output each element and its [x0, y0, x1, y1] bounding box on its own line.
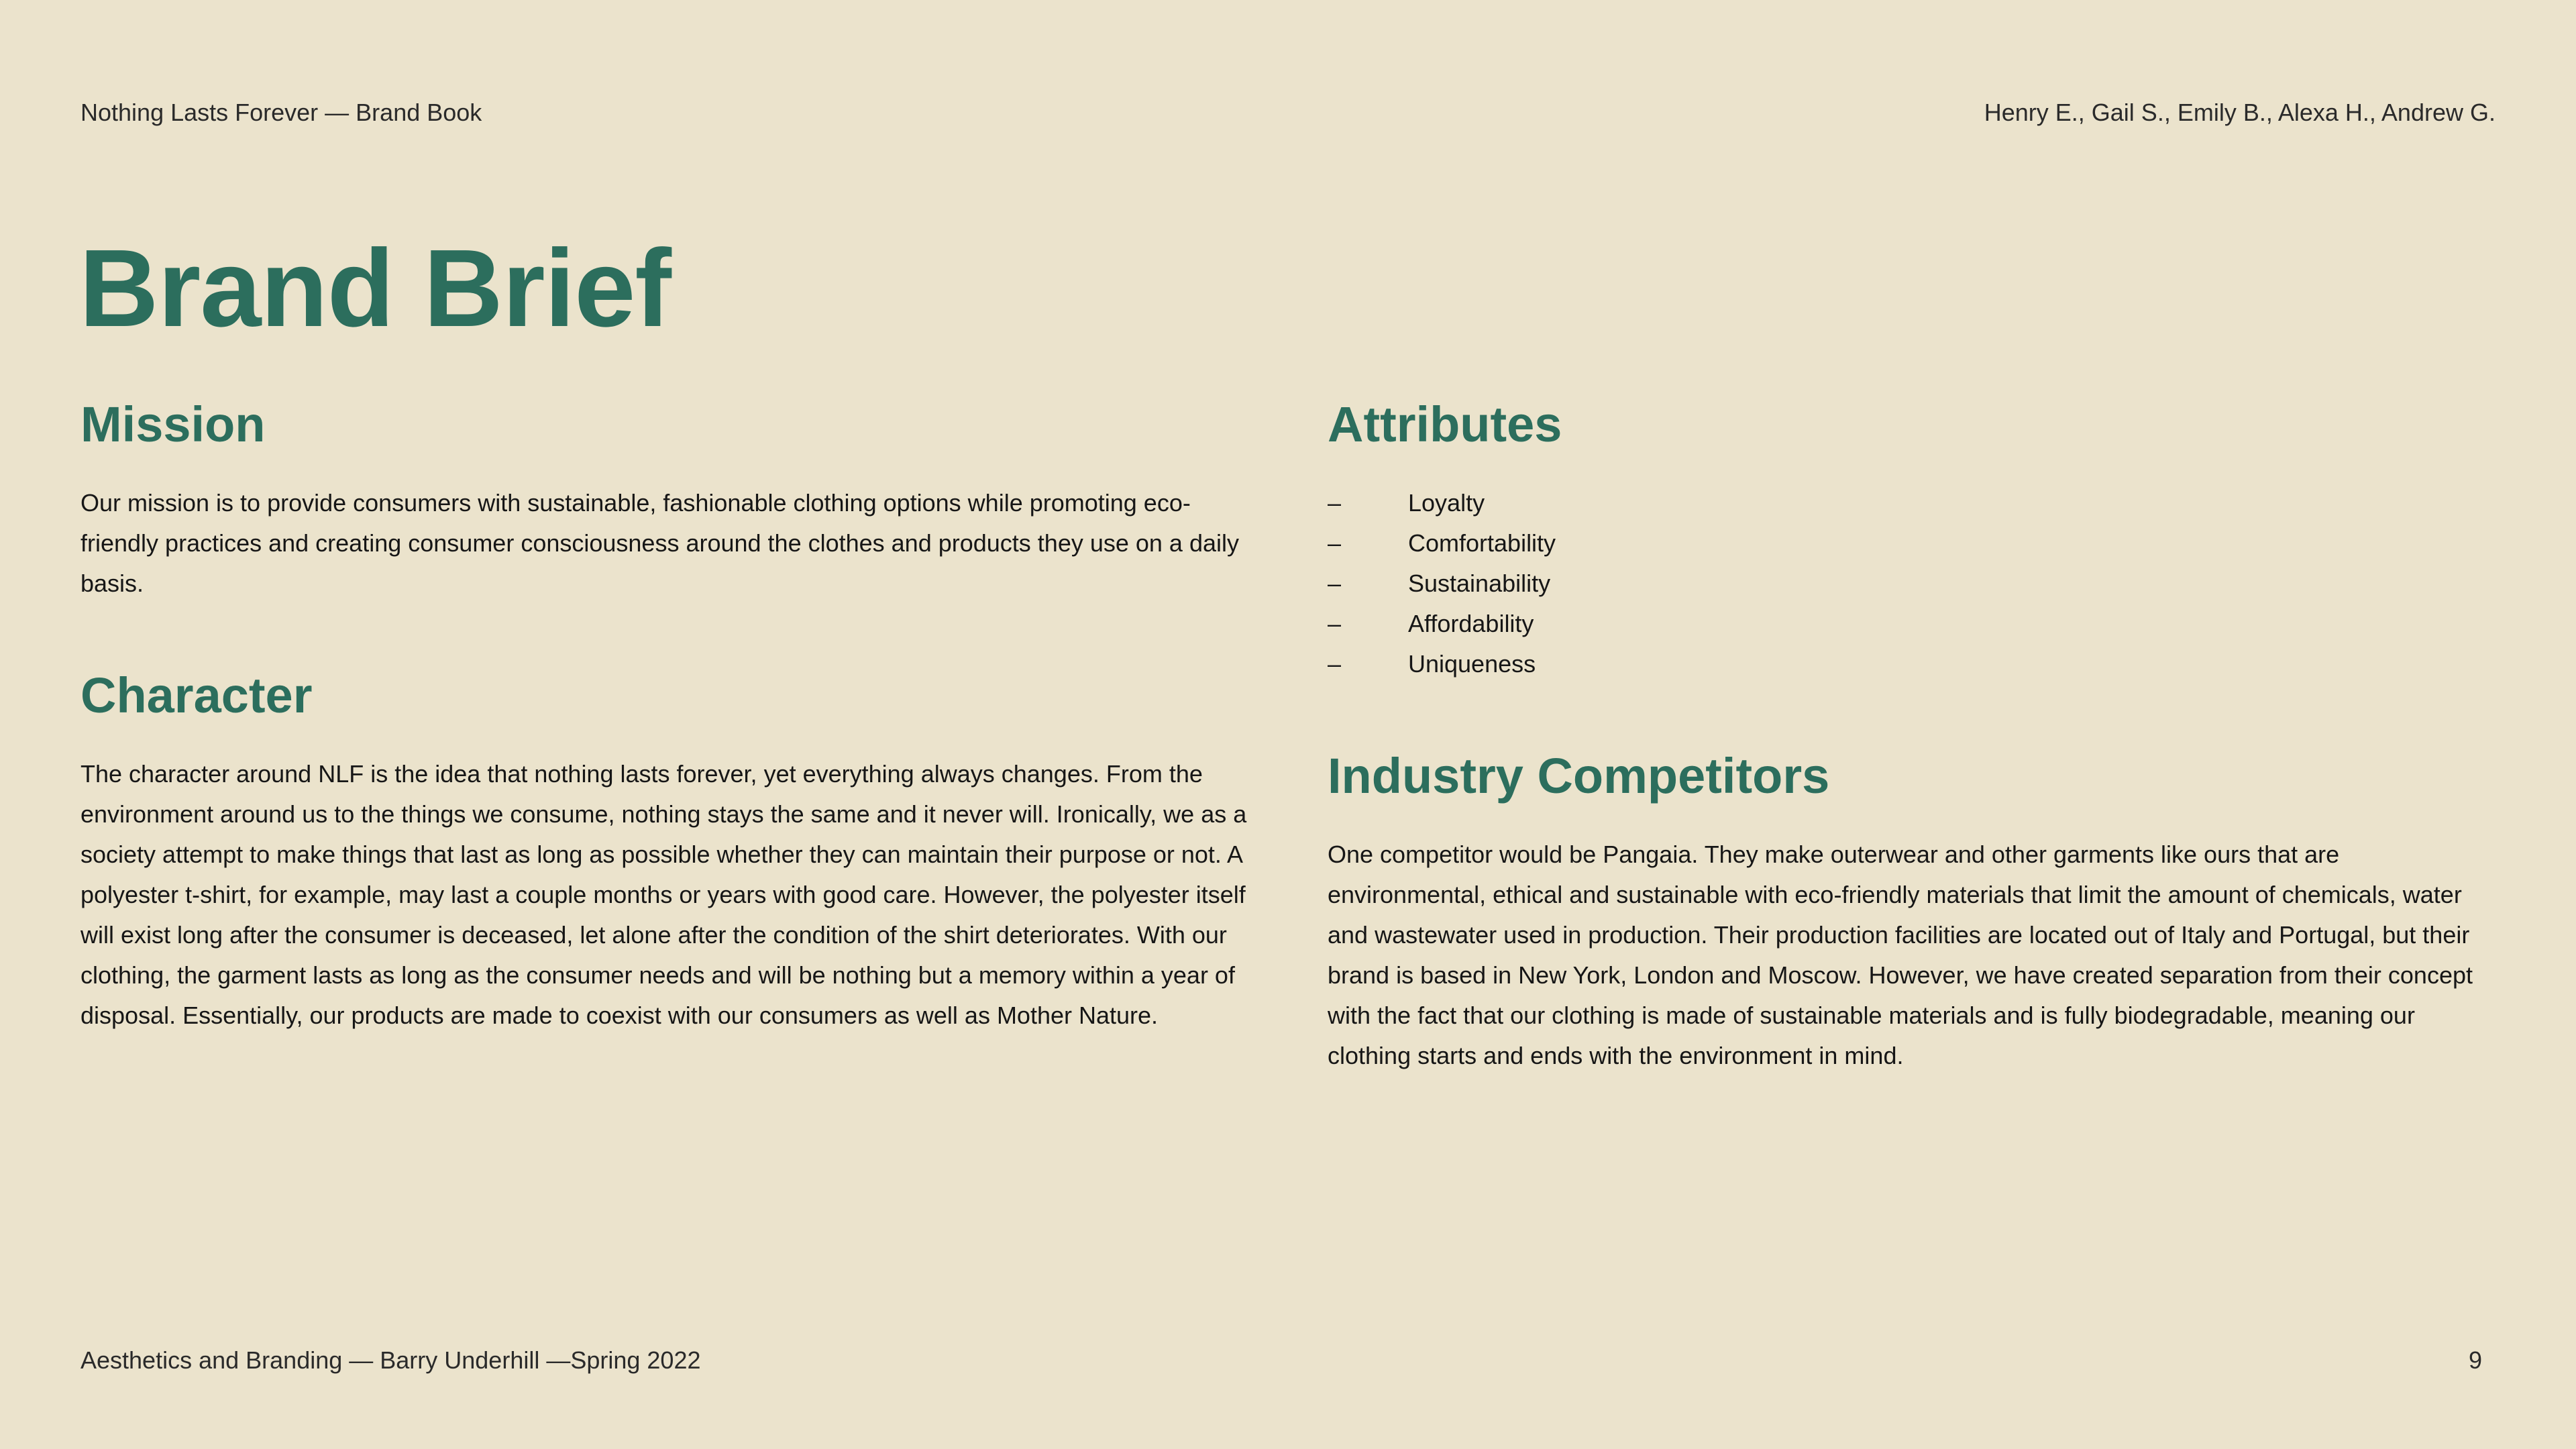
character-body: The character around NLF is the idea that nothing lasts forever, yet everything always changes. From the environment around us to the things we consume, nothing stays the same and it never will. Ironically, we as a society attempt to make things that last as long as possible whether they can maintain their purpose or not. A polyester t-shirt, for example, may last a couple months or years with good care. However, the polyester itself will exist long after the consumer is deceased, let alone after the condition of the shirt deteriorates. With our clothing, the garment lasts as long as the consumer needs and will be nothing but a memory within a year of disposal. Essentially, our products are made to coexist with our consumers as well as Mother Nature.	[80, 760, 1247, 1029]
mission-heading: Mission	[80, 396, 266, 452]
attribute-label: Comfortability	[1408, 529, 1556, 557]
competitors-section	[1328, 746, 2495, 1076]
left-column	[80, 394, 1261, 1036]
page-number: 9	[2468, 1346, 2482, 1374]
list-item	[1328, 644, 2495, 684]
attributes-heading: Attributes	[1328, 396, 1562, 452]
right-column	[1328, 394, 2495, 1076]
attributes-list	[1328, 483, 2495, 684]
mission-body: Our mission is to provide consumers with sustainable, fashionable clothing options while promoting eco-friendly practices and creating consumer consciousness around the clothes and products they use on a daily basis.	[80, 489, 1239, 597]
competitors-body: One competitor would be Pangaia. They make outerwear and other garments like ours that are environmental, ethical and sustainable with eco-friendly materials that limit the amount of chemicals, water and wastewater used in production. Their production facilities are located out of Italy and Portugal, but their brand is based in New York, London and Moscow. However, we have created separation from their concept with the fact that our clothing is made of sustainable materials and is fully biodegradable, meaning our clothing starts and ends with the environment in mind.	[1328, 841, 2473, 1069]
character-heading: Character	[80, 667, 313, 723]
list-item	[1328, 564, 2495, 604]
attribute-label: Uniqueness	[1408, 650, 1536, 678]
dash-bullet: –	[1328, 489, 1342, 517]
footer-course-info: Aesthetics and Branding — Barry Underhill —Spring 2022	[80, 1346, 701, 1374]
page-title: Brand Brief	[79, 227, 672, 350]
dash-bullet: –	[1328, 570, 1342, 597]
character-section	[80, 665, 1261, 1036]
mission-section	[80, 394, 1261, 604]
dash-bullet: –	[1328, 610, 1342, 637]
attribute-label: Sustainability	[1408, 570, 1551, 597]
competitors-heading: Industry Competitors	[1328, 748, 1830, 804]
document-header-authors: Henry E., Gail S., Emily B., Alexa H., Andrew G.	[1984, 99, 2496, 126]
attributes-section	[1328, 394, 2495, 684]
dash-bullet: –	[1328, 650, 1342, 678]
list-item	[1328, 523, 2495, 564]
attribute-label: Affordability	[1408, 610, 1534, 637]
attribute-label: Loyalty	[1408, 489, 1485, 517]
list-item	[1328, 483, 2495, 523]
document-header-title: Nothing Lasts Forever — Brand Book	[80, 99, 482, 126]
list-item	[1328, 604, 2495, 644]
dash-bullet: –	[1328, 529, 1342, 557]
